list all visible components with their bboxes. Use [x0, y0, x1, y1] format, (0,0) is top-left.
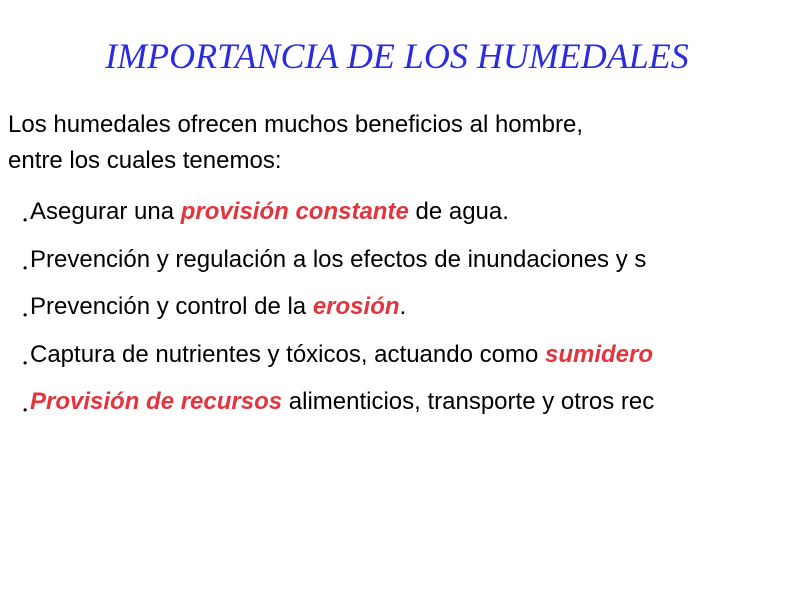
bullet-item-5	[0, 382, 794, 430]
bullet-highlight: sumidero	[544, 340, 653, 368]
intro-text	[8, 107, 583, 179]
bullet-dot-icon: •	[23, 355, 28, 370]
bullet-dot-icon: •	[23, 308, 28, 322]
bullet-text-end: .	[399, 293, 407, 320]
bullet-text-end: de agua.	[408, 198, 509, 225]
bullet-dot-icon: •	[23, 260, 28, 275]
bullet-text: Captura de nutrientes y tóxicos, actuando como	[30, 340, 545, 368]
bullet-item-3	[0, 287, 794, 335]
bullet-item-2	[0, 240, 794, 288]
intro-line-2: entre los cuales tenemos:	[8, 147, 282, 174]
bullet-text: Prevención y regulación a los efectos de inundaciones y s	[30, 245, 647, 273]
slide-title: IMPORTANCIA DE LOS HUMEDALES	[105, 36, 689, 76]
bullet-item-4	[0, 335, 794, 383]
bullet-item-1	[0, 192, 794, 240]
bullet-text-end: alimenticios, transporte y otros rec	[282, 388, 655, 415]
bullet-text: Prevención y control de la	[30, 293, 313, 320]
bullet-highlight: erosión	[312, 293, 400, 320]
intro-line-1: Los humedales ofrecen muchos beneficios al hombre,	[8, 111, 583, 138]
bullet-highlight: provisión constante	[180, 198, 409, 225]
bullet-dot-icon: •	[23, 403, 28, 417]
bullet-text: Asegurar una	[30, 198, 181, 225]
bullet-highlight: Provisión de recursos	[30, 388, 283, 415]
benefits-list	[0, 192, 794, 430]
bullet-dot-icon: •	[23, 213, 28, 227]
